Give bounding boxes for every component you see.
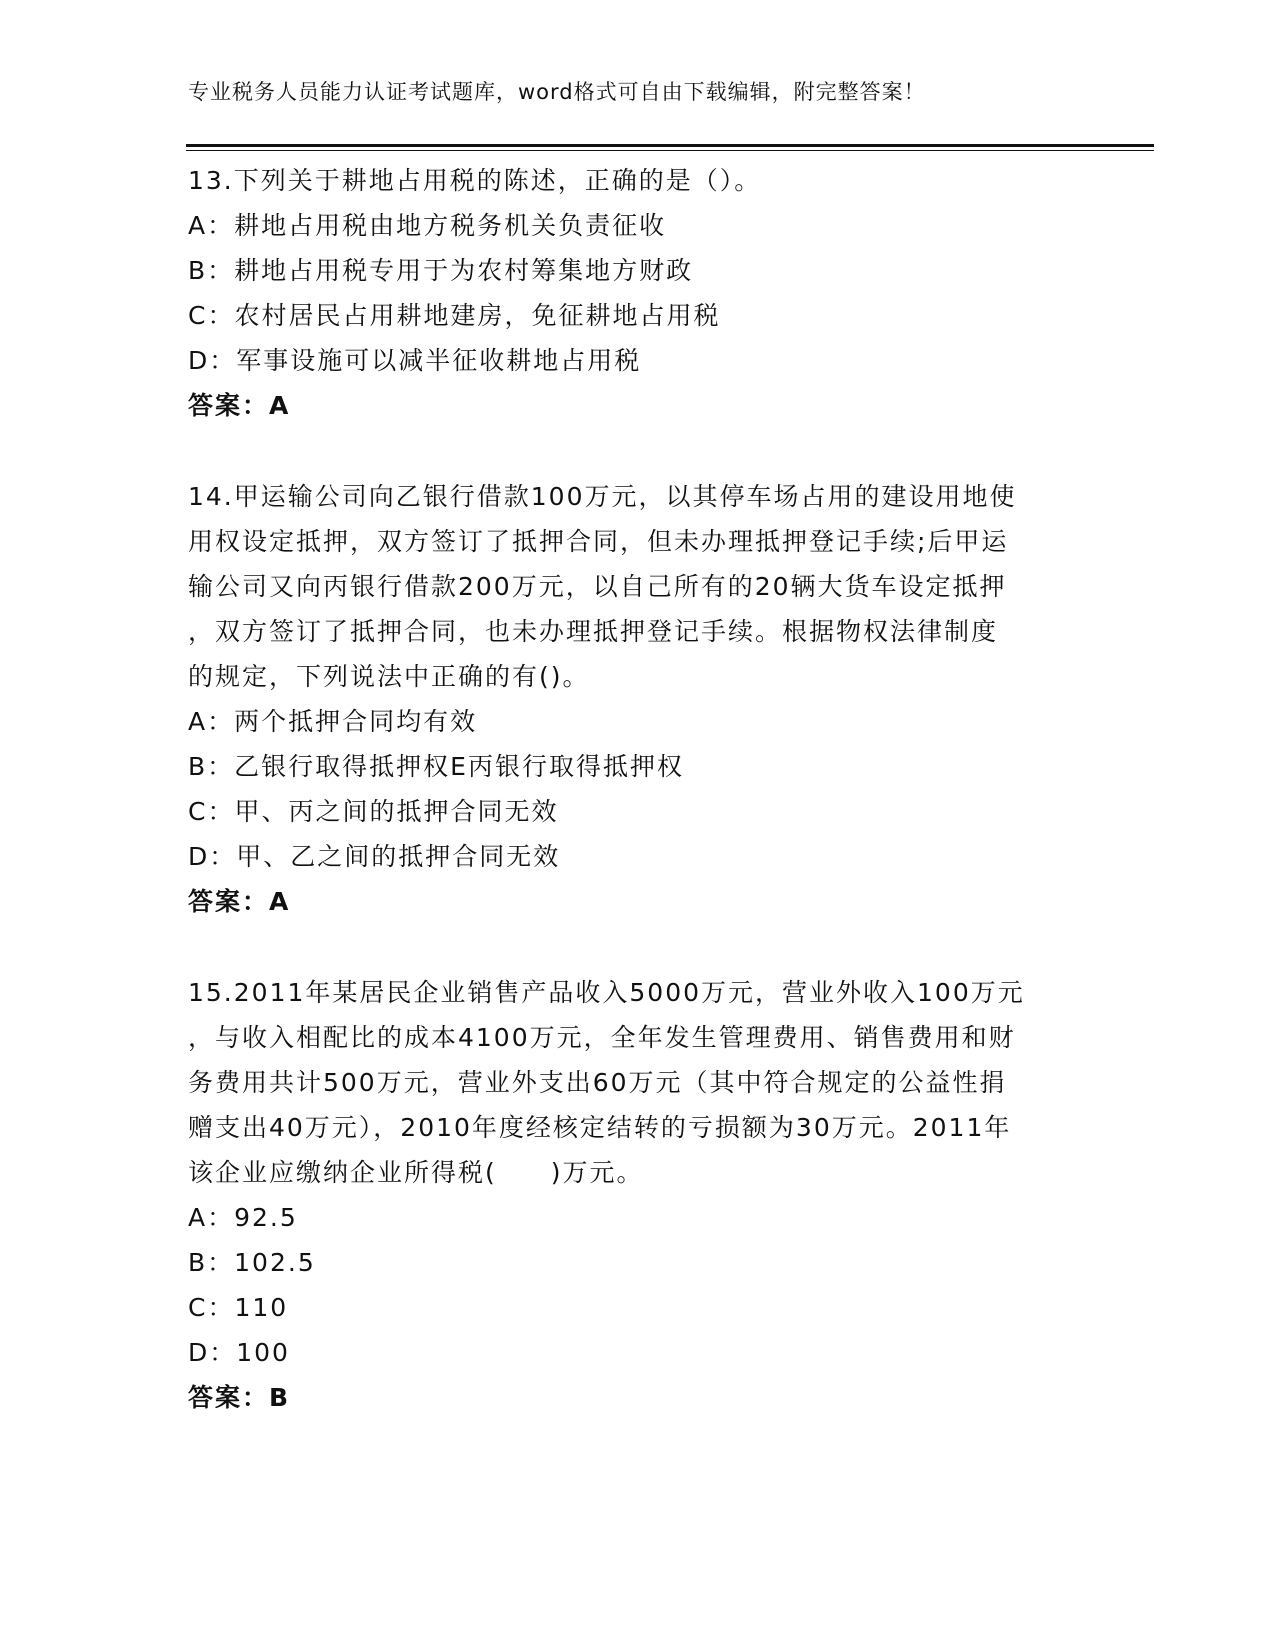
question-stem-line: 务费用共计500万元，营业外支出60万元（其中符合规定的公益性捐	[188, 1068, 1007, 1097]
option-c: C：农村居民占用耕地建房，免征耕地占用税	[188, 301, 721, 330]
header-rule-thick	[186, 144, 1154, 147]
question-stem-line: 该企业应缴纳企业所得税( )万元。	[188, 1158, 644, 1187]
question-list	[188, 158, 1088, 1466]
question-14	[188, 474, 1088, 924]
option-b: B：耕地占用税专用于为农村筹集地方财政	[188, 256, 694, 285]
option-b: B：102.5	[188, 1248, 316, 1277]
question-stem-line: 的规定，下列说法中正确的有()。	[188, 662, 590, 691]
option-a: A：92.5	[188, 1203, 298, 1232]
question-stem-line: 15.2011年某居民企业销售产品收入5000万元，营业外收入100万元	[188, 978, 1025, 1007]
option-a: A：耕地占用税由地方税务机关负责征收	[188, 211, 667, 240]
option-b: B：乙银行取得抵押权E丙银行取得抵押权	[188, 752, 684, 781]
option-c: C：110	[188, 1293, 289, 1322]
option-d: D：军事设施可以减半征收耕地占用税	[188, 346, 642, 375]
question-stem: 13.下列关于耕地占用税的陈述，正确的是（）。	[188, 166, 762, 195]
question-stem-line: 14.甲运输公司向乙银行借款100万元，以其停车场占用的建设用地使	[188, 482, 1017, 511]
option-a: A：两个抵押合同均有效	[188, 707, 478, 736]
question-stem-line: ，双方签订了抵押合同，也未办理抵押登记手续。根据物权法律制度	[188, 617, 999, 646]
question-stem-line: ，与收入相配比的成本4100万元，全年发生管理费用、销售费用和财	[188, 1023, 1016, 1052]
answer-line: 答案：A	[188, 887, 291, 916]
option-c: C：甲、丙之间的抵押合同无效	[188, 797, 559, 826]
answer-line: 答案：A	[188, 391, 291, 420]
option-d: D：100	[188, 1338, 290, 1367]
option-d: D：甲、乙之间的抵押合同无效	[188, 842, 561, 871]
question-stem-line: 输公司又向丙银行借款200万元，以自己所有的20辆大货车设定抵押	[188, 572, 1007, 601]
question-15	[188, 970, 1088, 1420]
header-rule-thin	[186, 150, 1154, 151]
answer-line: 答案：B	[188, 1383, 291, 1412]
question-stem-line: 用权设定抵押，双方签订了抵押合同，但未办理抵押登记手续;后甲运	[188, 527, 1009, 556]
question-13	[188, 158, 1088, 428]
page-header: 专业税务人员能力认证考试题库，word格式可自由下载编辑，附完整答案！	[188, 80, 926, 104]
question-stem-line: 赠支出40万元），2010年度经核定结转的亏损额为30万元。2011年	[188, 1113, 1012, 1142]
